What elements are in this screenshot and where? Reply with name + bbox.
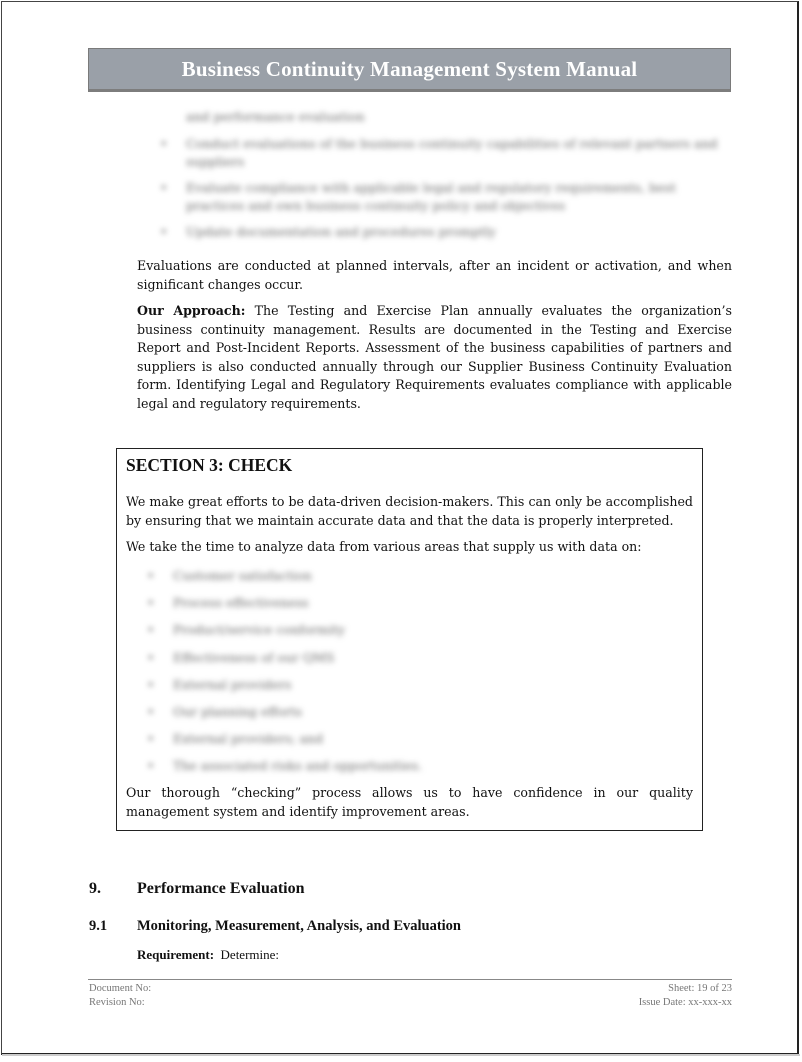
- list-item: • External providers; and: [147, 730, 422, 757]
- approach-paragraph: [137, 302, 732, 413]
- check-section-box: [116, 448, 703, 831]
- check-section-title: SECTION 3: CHECK: [126, 455, 293, 475]
- requirement-line: [137, 947, 279, 963]
- subsection-title: Monitoring, Measurement, Analysis, and Evaluation: [137, 918, 461, 934]
- requirement-label: Requirement:: [137, 947, 215, 962]
- approach-label: Our Approach:: [137, 303, 246, 318]
- section-9-1-heading: [89, 918, 461, 935]
- list-item: • Customer satisfaction: [147, 567, 422, 594]
- list-item: • The associated risks and opportunities.: [147, 757, 422, 784]
- section-9-heading: [89, 880, 305, 898]
- blurred-data-areas-list: [147, 567, 422, 785]
- approach-text: The Testing and Exercise Plan annually evaluates the organization’s business continuity management. Results are documented in the Testing and Exercise Report and Post-Incident Reports. Assessment of the business capabilities of partners and suppliers is also conducted annually through our Supplier Business Continuity Evaluation form. Identifying Legal and Regulatory Requirements evaluates compliance with applicable legal and regulatory requirements.: [137, 303, 732, 411]
- evaluations-paragraph: Evaluations are conducted at planned intervals, after an incident or activation, and when significant changes occur.: [137, 258, 732, 292]
- page-footer: [89, 982, 732, 1010]
- blurred-list-item: • Evaluate compliance with applicable legal and regulatory requirements, best practices and own business continuity policy and objectives: [160, 179, 732, 215]
- document-title: Business Continuity Management System Manual: [181, 56, 638, 81]
- document-number: Document No:: [89, 983, 152, 994]
- revision-number: Revision No:: [89, 997, 145, 1008]
- check-closing-paragraph: Our thorough “checking” process allows us to have confidence in our quality management system and identify improvement areas.: [126, 785, 693, 819]
- list-item: • Product/service conformity: [147, 621, 422, 648]
- blurred-list-item: • Conduct evaluations of the business continuity capabilities of relevant partners and suppliers: [160, 135, 732, 171]
- requirement-text: Determine:: [214, 947, 280, 962]
- footer-divider: [88, 979, 732, 980]
- list-item: • Process effectiveness: [147, 594, 422, 621]
- blurred-bullet-list: [160, 108, 732, 249]
- check-paragraph-2: We take the time to analyze data from various areas that supply us with data on:: [126, 539, 642, 554]
- section-number: 9.: [89, 880, 101, 897]
- subsection-number: 9.1: [89, 918, 108, 934]
- blurred-lead-line: and performance evaluation: [186, 109, 365, 124]
- list-item: • External providers: [147, 676, 422, 703]
- section-title: Performance Evaluation: [137, 880, 305, 897]
- issue-date: Issue Date: xx-xxx-xx: [638, 997, 732, 1008]
- list-item: • Our planning efforts: [147, 703, 422, 730]
- list-item: • Effectiveness of our QMS: [147, 649, 422, 676]
- page-bottom-edge: [2, 1054, 800, 1056]
- check-paragraph-1: We make great efforts to be data-driven decision-makers. This can only be accomplished by ensuring that we maintain accurate data and that the data is properly interpreted.: [126, 494, 693, 528]
- header-banner: [88, 48, 731, 92]
- sheet-number: Sheet: 19 of 23: [668, 983, 732, 994]
- blurred-list-item: • Update documentation and procedures promptly: [160, 223, 732, 241]
